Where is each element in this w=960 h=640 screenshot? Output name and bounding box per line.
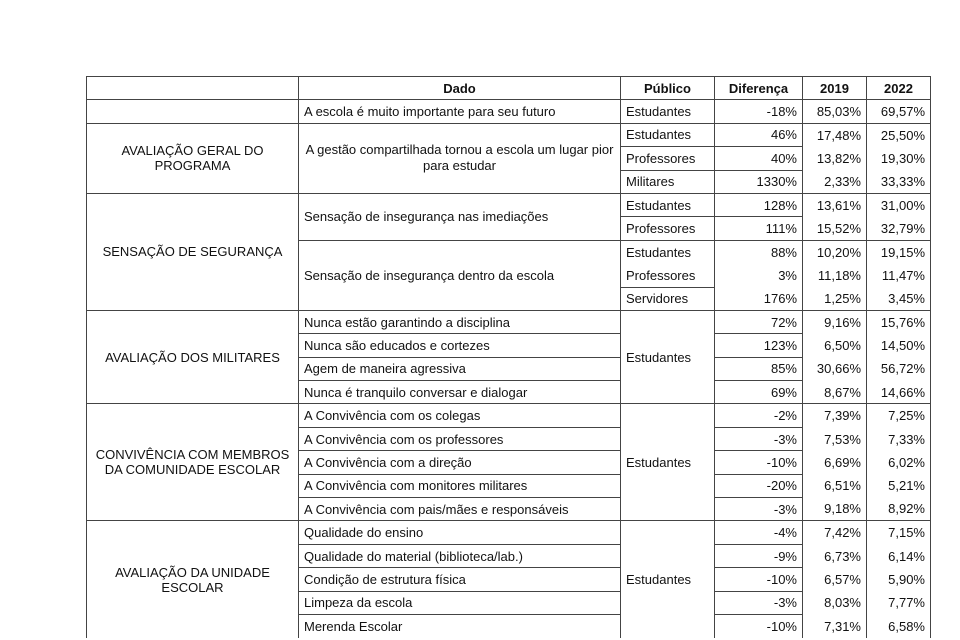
cell-2019: 15,52%	[803, 217, 867, 240]
cell-diferenca: -3%	[715, 498, 803, 521]
cell-dado: Qualidade do ensino	[299, 521, 621, 544]
cell-diferenca: 85%	[715, 357, 803, 380]
cell-2019: 6,50%	[803, 334, 867, 357]
cell-diferenca: 128%	[715, 193, 803, 216]
cell-2022: 19,30%	[867, 147, 931, 170]
cell-publico: Estudantes	[621, 521, 715, 638]
header-2019: 2019	[803, 77, 867, 100]
cell-diferenca: -10%	[715, 451, 803, 474]
cell-dado: A Convivência com os professores	[299, 427, 621, 450]
cell-2022: 14,50%	[867, 334, 931, 357]
cell-dado: A Convivência com os colegas	[299, 404, 621, 427]
cell-2019: 10,20%	[803, 240, 867, 263]
cell-2019: 85,03%	[803, 100, 867, 123]
cell-dado: Nunca é tranquilo conversar e dialogar	[299, 381, 621, 404]
cell-2022: 32,79%	[867, 217, 931, 240]
cell-diferenca: 88%	[715, 240, 803, 263]
header-publico: Público	[621, 77, 715, 100]
cell-2022: 14,66%	[867, 381, 931, 404]
cell-2022: 19,15%	[867, 240, 931, 263]
cell-2019: 17,48%	[803, 123, 867, 146]
cell-diferenca: -10%	[715, 568, 803, 591]
cell-2022: 8,92%	[867, 498, 931, 521]
header-diferenca: Diferença	[715, 77, 803, 100]
section-label: AVALIAÇÃO GERAL DO PROGRAMA	[87, 123, 299, 193]
cell-diferenca: -3%	[715, 427, 803, 450]
cell-publico: Estudantes	[621, 100, 715, 123]
cell-diferenca: -4%	[715, 521, 803, 544]
section-label: SENSAÇÃO DE SEGURANÇA	[87, 193, 299, 310]
cell-diferenca: -20%	[715, 474, 803, 497]
cell-2019: 6,57%	[803, 568, 867, 591]
section-label: AVALIAÇÃO DA UNIDADE ESCOLAR	[87, 521, 299, 638]
cell-diferenca: -9%	[715, 544, 803, 567]
cell-2022: 5,21%	[867, 474, 931, 497]
cell-publico: Estudantes	[621, 193, 715, 216]
cell-2022: 69,57%	[867, 100, 931, 123]
cell-2022: 7,77%	[867, 591, 931, 614]
cell-dado: Qualidade do material (biblioteca/lab.)	[299, 544, 621, 567]
cell-dado: Condição de estrutura física	[299, 568, 621, 591]
header-row	[87, 77, 931, 100]
cell-2019: 8,03%	[803, 591, 867, 614]
cell-2022: 31,00%	[867, 193, 931, 216]
table-row	[87, 404, 931, 427]
cell-2022: 6,58%	[867, 614, 931, 637]
header-dado: Dado	[299, 77, 621, 100]
cell-dado: Nunca estão garantindo a disciplina	[299, 310, 621, 333]
header-section	[87, 77, 299, 100]
cell-dado: A Convivência com pais/mães e responsáveis	[299, 498, 621, 521]
cell-2022: 33,33%	[867, 170, 931, 193]
cell-dado: Limpeza da escola	[299, 591, 621, 614]
results-table	[86, 76, 931, 638]
cell-diferenca: 69%	[715, 381, 803, 404]
cell-2019: 7,42%	[803, 521, 867, 544]
cell-2022: 25,50%	[867, 123, 931, 146]
table-row	[87, 521, 931, 544]
table-row	[87, 123, 931, 146]
cell-diferenca: 176%	[715, 287, 803, 310]
cell-dado: A gestão compartilhada tornou a escola um lugar pior para estudar	[299, 123, 621, 193]
cell-diferenca: 3%	[715, 264, 803, 287]
cell-diferenca: 40%	[715, 147, 803, 170]
cell-2022: 3,45%	[867, 287, 931, 310]
cell-diferenca: 46%	[715, 123, 803, 146]
cell-publico: Estudantes	[621, 123, 715, 146]
cell-dado: Sensação de insegurança nas imediações	[299, 193, 621, 240]
section-label: CONVIVÊNCIA COM MEMBROS DA COMUNIDADE ESCOLAR	[87, 404, 299, 521]
cell-diferenca: 123%	[715, 334, 803, 357]
cell-2019: 7,39%	[803, 404, 867, 427]
cell-diferenca: 72%	[715, 310, 803, 333]
header-2022: 2022	[867, 77, 931, 100]
cell-2022: 15,76%	[867, 310, 931, 333]
cell-2019: 11,18%	[803, 264, 867, 287]
cell-publico: Estudantes	[621, 310, 715, 404]
section-label: AVALIAÇÃO DOS MILITARES	[87, 310, 299, 404]
cell-2019: 7,31%	[803, 614, 867, 637]
table-row	[87, 193, 931, 216]
cell-2019: 9,16%	[803, 310, 867, 333]
table-row	[87, 310, 931, 333]
cell-2019: 13,82%	[803, 147, 867, 170]
table-row	[87, 100, 931, 123]
cell-dado: A Convivência com monitores militares	[299, 474, 621, 497]
cell-2019: 6,51%	[803, 474, 867, 497]
cell-diferenca: -3%	[715, 591, 803, 614]
cell-publico: Servidores	[621, 287, 715, 310]
cell-2022: 11,47%	[867, 264, 931, 287]
cell-publico: Estudantes	[621, 404, 715, 521]
cell-diferenca: -2%	[715, 404, 803, 427]
cell-publico: Professores	[621, 264, 715, 287]
cell-2019: 9,18%	[803, 498, 867, 521]
cell-dado: A escola é muito importante para seu futuro	[299, 100, 621, 123]
cell-2022: 5,90%	[867, 568, 931, 591]
cell-dado: Merenda Escolar	[299, 614, 621, 637]
cell-2022: 7,15%	[867, 521, 931, 544]
cell-diferenca: -10%	[715, 614, 803, 637]
cell-2019: 1,25%	[803, 287, 867, 310]
cell-diferenca: 111%	[715, 217, 803, 240]
cell-2019: 30,66%	[803, 357, 867, 380]
cell-2019: 6,73%	[803, 544, 867, 567]
cell-publico: Estudantes	[621, 240, 715, 263]
cell-2022: 6,14%	[867, 544, 931, 567]
cell-publico: Professores	[621, 217, 715, 240]
cell-2019: 6,69%	[803, 451, 867, 474]
cell-publico: Professores	[621, 147, 715, 170]
cell-2022: 7,25%	[867, 404, 931, 427]
cell-dado: Nunca são educados e cortezes	[299, 334, 621, 357]
cell-dado: Agem de maneira agressiva	[299, 357, 621, 380]
cell-publico: Militares	[621, 170, 715, 193]
cell-2019: 13,61%	[803, 193, 867, 216]
cell-2022: 6,02%	[867, 451, 931, 474]
cell-2019: 2,33%	[803, 170, 867, 193]
cell-2022: 56,72%	[867, 357, 931, 380]
cell-diferenca: 1330%	[715, 170, 803, 193]
cell-2022: 7,33%	[867, 427, 931, 450]
cell-dado: A Convivência com a direção	[299, 451, 621, 474]
cell-2019: 8,67%	[803, 381, 867, 404]
cell-diferenca: -18%	[715, 100, 803, 123]
section-cell-empty	[87, 100, 299, 123]
cell-dado: Sensação de insegurança dentro da escola	[299, 240, 621, 310]
cell-2019: 7,53%	[803, 427, 867, 450]
